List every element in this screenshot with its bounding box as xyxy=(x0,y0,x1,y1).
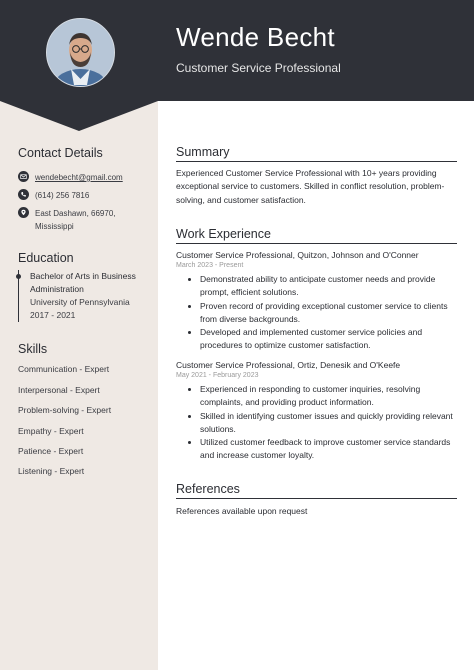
contact-email-row[interactable] xyxy=(18,171,123,184)
phone-text: (614) 256 7816 xyxy=(35,191,90,200)
job-title: Customer Service Professional, Ortiz, Denesik and O'Keefe xyxy=(176,360,401,370)
skill-item: Problem-solving - Expert xyxy=(18,405,112,415)
skill-item: Listening - Expert xyxy=(18,466,85,476)
job-bullet: Utilized customer feedback to improve customer service standards and increase customer loyalty. xyxy=(188,436,454,463)
address-line-1: East Dashawn, 66970, xyxy=(35,209,116,218)
contact-heading: Contact Details xyxy=(18,146,103,160)
work-experience-heading: Work Experience xyxy=(176,227,457,244)
skill-item: Empathy - Expert xyxy=(18,426,84,436)
email-link[interactable]: wendebecht@gmail.com xyxy=(35,173,123,182)
timeline-dot xyxy=(16,274,21,279)
envelope-icon xyxy=(18,171,29,182)
location-pin-icon xyxy=(18,207,29,218)
skills-heading: Skills xyxy=(18,342,48,356)
education-heading: Education xyxy=(18,251,74,265)
education-entry xyxy=(18,270,149,322)
references-heading: References xyxy=(176,482,457,499)
summary-text: Experienced Customer Service Professional with 10+ years providing exceptional service to customers. Skilled in conflict resolution, problem-solving, and customer satisfaction. xyxy=(176,168,445,205)
job-bullet: Skilled in identifying customer issues and quickly providing relevant solutions. xyxy=(188,410,454,437)
summary-heading: Summary xyxy=(176,145,457,162)
education-years: 2017 - 2021 xyxy=(30,310,76,320)
job-dates: May 2021 - February 2023 xyxy=(176,372,259,379)
contact-address-row xyxy=(18,207,116,233)
candidate-name: Wende Becht xyxy=(176,22,335,52)
phone-icon xyxy=(18,189,29,200)
job-title: Customer Service Professional, Quitzon, Johnson and O'Conner xyxy=(176,250,419,260)
job-dates: March 2023 - Present xyxy=(176,262,244,269)
candidate-title: Customer Service Professional xyxy=(176,61,341,75)
job-bullets xyxy=(188,273,454,353)
degree-line-1: Bachelor of Arts in Business xyxy=(30,271,136,281)
references-text: References available upon request xyxy=(176,506,308,516)
avatar xyxy=(46,18,115,87)
portrait-image xyxy=(47,19,114,86)
degree-line-2: Administration xyxy=(30,284,84,294)
job-bullet: Developed and implemented customer service policies and procedures to optimize customer satisfaction. xyxy=(188,326,454,353)
school-name: University of Pennsylvania xyxy=(30,297,130,307)
skill-item: Interpersonal - Expert xyxy=(18,385,100,395)
job-bullet: Proven record of providing exceptional customer service to clients from diverse backgrounds. xyxy=(188,300,454,327)
skill-item: Communication - Expert xyxy=(18,364,110,374)
address-line-2: Mississippi xyxy=(35,222,74,231)
contact-phone-row xyxy=(18,189,89,202)
skill-item: Patience - Expert xyxy=(18,446,84,456)
job-bullets xyxy=(188,383,454,463)
job-bullet: Demonstrated ability to anticipate customer needs and provide prompt, efficient solutions. xyxy=(188,273,454,300)
job-bullet: Experienced in responding to customer inquiries, resolving complaints, and providing product information. xyxy=(188,383,454,410)
